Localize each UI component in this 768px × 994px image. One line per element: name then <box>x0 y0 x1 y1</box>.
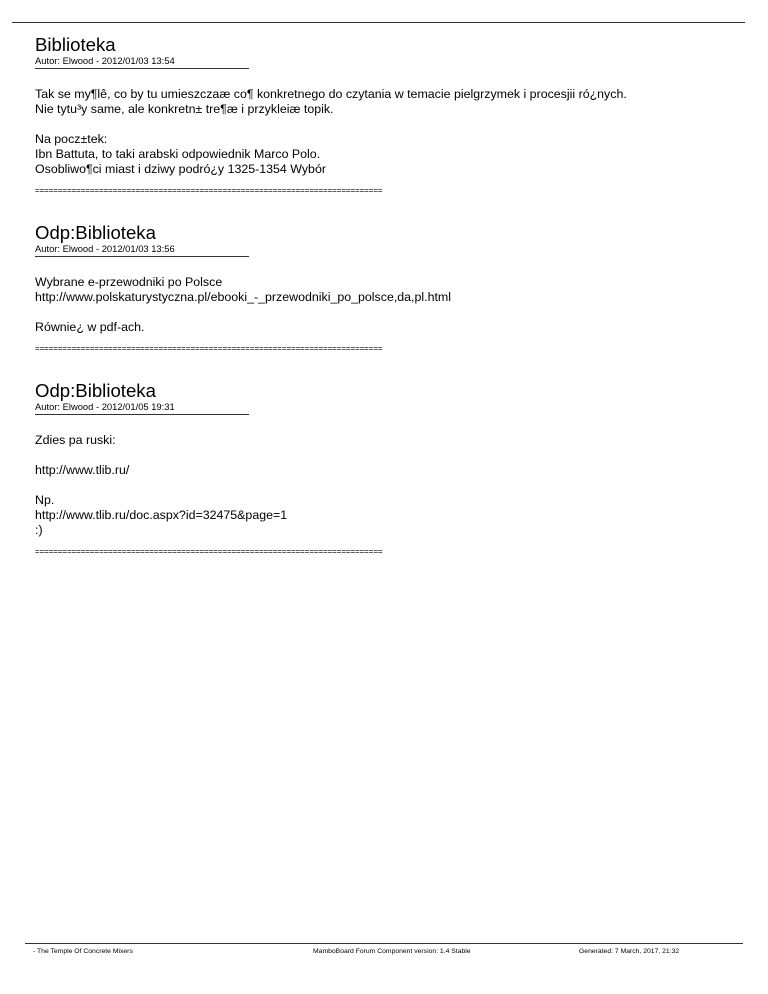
meta-divider <box>35 414 249 415</box>
forum-post <box>35 381 735 556</box>
post-separator: ============================================================================ <box>35 344 383 353</box>
post-body <box>35 275 735 335</box>
top-divider <box>12 22 745 23</box>
post-body <box>35 433 735 538</box>
post-paragraph: Np. http://www.tlib.ru/doc.aspx?id=32475&page=1 :) <box>35 493 288 537</box>
footer-site-name: - The Temple Of Concrete Mixers <box>33 948 133 955</box>
forum-post <box>35 35 735 195</box>
post-paragraph: Tak se my¶lê, co by tu umieszczaæ co¶ konkretnego do czytania w temacie pielgrzymek i procesjii ró¿nych. Nie tytu³y same, ale konkretn± tre¶æ i przykleiæ topik. <box>35 87 627 116</box>
post-paragraph: Równie¿ w pdf-ach. <box>35 320 145 334</box>
post-paragraph: Na pocz±tek: Ibn Battuta, to taki arabski odpowiednik Marco Polo. Osobliwo¶ci miast i dziwy podró¿y 1325-1354 Wybór <box>35 132 326 176</box>
post-paragraph: http://www.tlib.ru/ <box>35 463 130 477</box>
meta-divider <box>35 256 249 257</box>
post-separator: ============================================================================ <box>35 186 383 195</box>
post-title: Odp:Biblioteka <box>35 222 156 243</box>
post-body <box>35 87 735 177</box>
forum-thread <box>35 35 735 556</box>
post-meta: Autor: Elwood - 2012/01/03 13:54 <box>35 55 175 66</box>
footer-divider <box>25 943 743 944</box>
post-separator: ============================================================================ <box>35 547 383 556</box>
post-title: Biblioteka <box>35 34 116 55</box>
post-paragraph: Zdies pa ruski: <box>35 433 116 447</box>
footer-component-version: MamboBoard Forum Component version: 1.4 Stable <box>313 948 471 955</box>
footer-generated-date: Generated: 7 March, 2017, 21:32 <box>579 948 680 955</box>
post-title: Odp:Biblioteka <box>35 380 156 401</box>
forum-post <box>35 223 735 353</box>
post-meta: Autor: Elwood - 2012/01/05 19:31 <box>35 401 175 412</box>
post-meta: Autor: Elwood - 2012/01/03 13:56 <box>35 243 175 254</box>
post-paragraph: Wybrane e-przewodniki po Polsce http://www.polskaturystyczna.pl/ebooki_-_przewodniki_po_polsce,da,pl.html <box>35 275 451 304</box>
meta-divider <box>35 68 249 69</box>
